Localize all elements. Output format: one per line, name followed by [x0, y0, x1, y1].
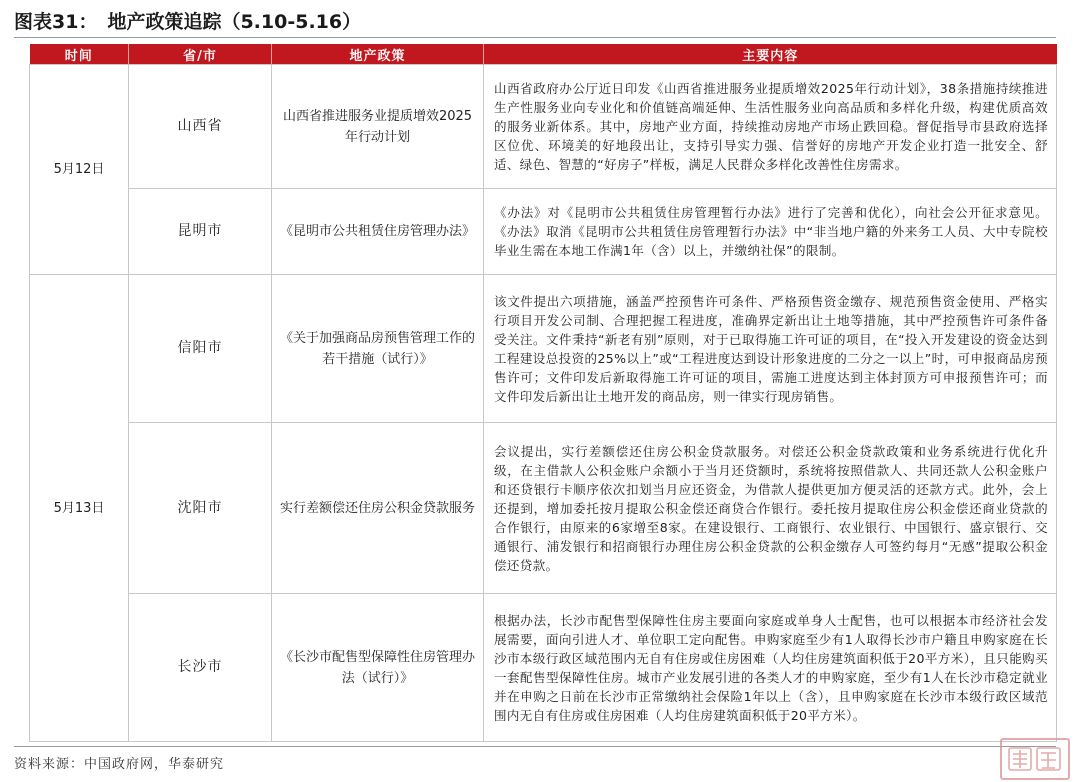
table-row [30, 594, 1057, 742]
content-cell: 会议提出，实行差额偿还住房公积金贷款服务。对偿还公积金贷款政策和业务系统进行优化升级，在主借款人公积金账户余额小于当月还贷额时，系统将按照借款人、共同还款人公积金账户和还贷银行卡顺序依次扣划当月应还资金，为借款人提供更加方便灵活的还款方式。此外，会上还提到，增加委托按月提取公积金偿还商贷合作银行。委托按月提取住房公积金偿还商业贷款的合作银行，由原来的6家增至8家。在建设银行、工商银行、农业银行、中国银行、盛京银行、交通银行、浦发银行和招商银行办理住房公积金贷款的公积金缴存人可签约每月“无感”提取公积金偿还贷款。 [484, 423, 1057, 594]
figure-title [14, 6, 361, 34]
content-cell: 根据办法，长沙市配售型保障性住房主要面向家庭或单身人士配售，也可以根据本市经济社会发展需要，面向引进人才、单位职工定向配售。申购家庭至少有1人取得长沙市户籍且申购家庭在长沙市本级行政区域范围内无自有住房或住房困难（人均住房建筑面积低于20平方米），且只能购买一套配售型保障性住房。城市产业发展引进的各类人才的申购家庭，至少有1人在长沙市稳定就业并在申购之日前在长沙市正常缴纳社会保险1年以上（含），且申购家庭在长沙市本级行政区域范围内无自有住房或住房困难（人均住房建筑面积低于20平方米）。 [484, 594, 1057, 742]
province-cell: 昆明市 [129, 189, 272, 275]
table-row [30, 423, 1057, 594]
source-note: 资料来源：中国政府网，华泰研究 [14, 757, 225, 772]
policy-table [29, 44, 1057, 742]
watermark-glyph-icon [1006, 744, 1064, 774]
table-row [30, 189, 1057, 275]
header-date: 时间 [30, 44, 129, 65]
footer-divider [14, 746, 1056, 747]
date-cell: 5月13日 [30, 275, 129, 742]
date-cell: 5月12日 [30, 65, 129, 275]
content-cell: 山西省政府办公厅近日印发《山西省推进服务业提质增效2025年行动计划》，38条措施持续推进生产性服务业向专业化和价值链高端延伸、生活性服务业向高品质和多样化升级，构建优质高效的服务业新体系。其中，房地产业方面，持续推动房地产市场止跌回稳。督促指导市县政府选择区位优、环境美的好地段出让，支持引导实力强、信誉好的房地产开发企业打造一批安全、舒适、绿色、智慧的“好房子”样板，满足人民群众多样化改善性住房需求。 [484, 65, 1057, 189]
title-divider [14, 37, 1056, 38]
province-cell: 信阳市 [129, 275, 272, 423]
header-content: 主要内容 [484, 44, 1057, 65]
province-cell: 山西省 [129, 65, 272, 189]
table-row [30, 275, 1057, 423]
policy-cell: 《长沙市配售型保障性住房管理办法（试行）》 [272, 594, 484, 742]
policy-cell: 山西省推进服务业提质增效2025年行动计划 [272, 65, 484, 189]
province-cell: 沈阳市 [129, 423, 272, 594]
table-row [30, 65, 1057, 189]
figure-label: 图表31： [14, 10, 98, 33]
header-policy: 地产政策 [272, 44, 484, 65]
table-header-row [30, 44, 1057, 65]
province-cell: 长沙市 [129, 594, 272, 742]
policy-cell: 《昆明市公共租赁住房管理办法》 [272, 189, 484, 275]
content-cell: 该文件提出六项措施，涵盖严控预售许可条件、严格预售资金缴存、规范预售资金使用、严格实行项目开发公司制、合理把握工程进度，准确界定新出让土地等措施，其中严控预售许可条件备受关注。文件秉持“新老有别”原则，对于已取得施工许可证的项目，在“投入开发建设的资金达到工程建设总投资的25%以上”或“工程进度达到设计形象进度的二分之一以上”时，可申报商品房预售许可；文件印发后新取得施工许可证的项目，需施工进度达到主体封顶方可申报预售许可；而文件印发后新出让土地开发的商品房，则一律实行现房销售。 [484, 275, 1057, 423]
watermark-logo [1000, 738, 1070, 780]
policy-cell: 实行差额偿还住房公积金贷款服务 [272, 423, 484, 594]
content-cell: 《办法》对《昆明市公共租赁住房管理暂行办法》进行了完善和优化），向社会公开征求意见。《办法》取消《昆明市公共租赁住房管理暂行办法》中“非当地户籍的外来务工人员、大中专院校毕业生需在本地工作满1年（含）以上，并缴纳社保”的限制。 [484, 189, 1057, 275]
figure-title-text: 地产政策追踪（5.10-5.16） [107, 10, 362, 33]
header-province: 省/市 [129, 44, 272, 65]
policy-cell: 《关于加强商品房预售管理工作的若干措施（试行）》 [272, 275, 484, 423]
